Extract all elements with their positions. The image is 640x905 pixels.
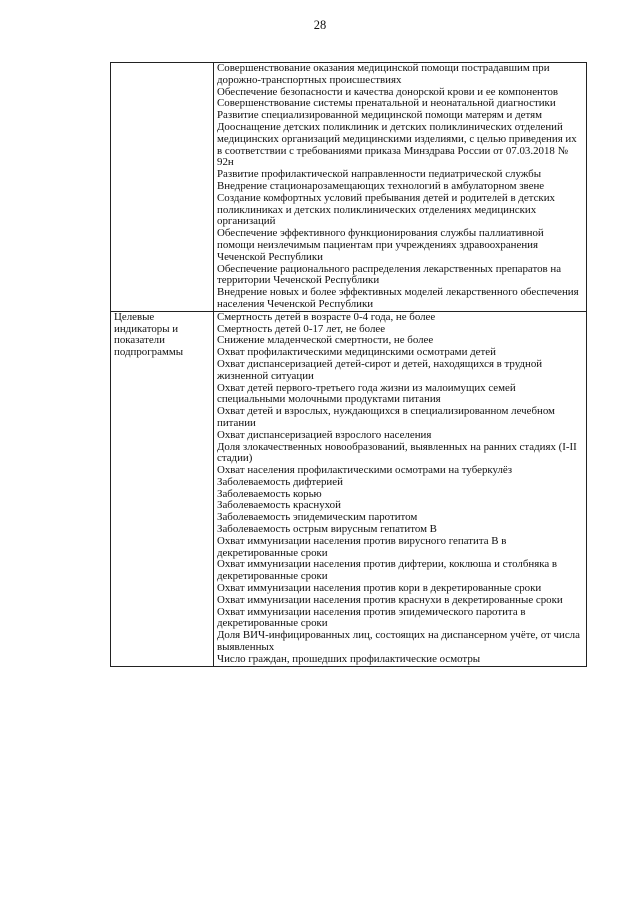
list-item: Заболеваемость краснухой: [217, 499, 341, 512]
list-item: Доля ВИЧ-инфицированных лиц, состоящих на диспансерном учёте, от числа выявленных: [217, 629, 580, 654]
list-item: Заболеваемость эпидемическим паротитом: [217, 511, 418, 524]
list-item: Создание комфортных условий пребывания детей и родителей в детских поликлиниках и детских поликлинических отделениях медицинских организаций: [217, 191, 555, 228]
list-item: Охват населения профилактическими осмотрами на туберкулёз: [217, 464, 513, 477]
list-item: Охват диспансеризацией детей-сирот и детей, находящихся в трудной жизненной ситуации: [217, 357, 543, 382]
list-item: Смертность детей 0-17 лет, не более: [217, 322, 386, 335]
list-item: Внедрение стационарозамещающих технологий в амбулаторном звене: [217, 179, 545, 192]
list-item: Обеспечение безопасности и качества донорской крови и ее компонентов: [217, 85, 559, 98]
list-item: Охват иммунизации населения против дифтерии, коклюша и столбняка в декретированные сроки: [217, 558, 558, 583]
list-item: Охват иммунизации населения против краснухи в декретированные сроки: [217, 593, 563, 606]
list-item: Обеспечение рационального распределения лекарственных препаратов на территории Чеченской Республики: [217, 262, 562, 287]
row-label-cell: [111, 63, 214, 312]
list-item: Развитие профилактической направленности педиатрической службы: [217, 168, 542, 181]
page-number: 28: [313, 18, 327, 32]
table-row: [111, 63, 587, 312]
list-item: Развитие специализированной медицинской помощи матерям и детям: [217, 109, 542, 122]
list-item: Охват иммунизации населения против кори в декретированные сроки: [217, 582, 542, 595]
subprogram-table: [110, 62, 587, 667]
table-row: [111, 311, 587, 666]
list-item: Совершенствование оказания медицинской помощи пострадавшим при дорожно-транспортных происшествиях: [217, 62, 550, 86]
row-items-cell: [214, 63, 587, 312]
list-item: Заболеваемость дифтерией: [217, 475, 343, 488]
list-item: Охват диспансеризацией взрослого населения: [217, 428, 432, 441]
list-item: Совершенствование системы пренатальной и неонатальной диагностики: [217, 97, 556, 110]
row-label-cell: Целевые индикаторы и показатели подпрограммы: [111, 311, 214, 666]
list-item: Заболеваемость корью: [217, 487, 322, 500]
row-items-cell: [214, 311, 587, 666]
list-item: Охват профилактическими медицинскими осмотрами детей: [217, 346, 496, 359]
list-item: Внедрение новых и более эффективных моделей лекарственного обеспечения населения Чеченской Республики: [217, 286, 579, 310]
list-item: Снижение младенческой смертности, не более: [217, 334, 434, 347]
list-item: Охват иммунизации населения против вирусного гепатита В в декретированные сроки: [217, 534, 507, 559]
list-item: Заболеваемость острым вирусным гепатитом В: [217, 523, 437, 536]
list-item: Доля злокачественных новообразований, выявленных на ранних стадиях (I-II стадии): [217, 440, 577, 465]
list-item: Охват детей первого-третьего года жизни из малоимущих семей специальными молочными продуктами питания: [217, 381, 516, 406]
list-item: Число граждан, прошедших профилактические осмотры: [217, 652, 481, 665]
list-item: Дооснащение детских поликлиник и детских поликлинических отделений медицинских организаций медицинскими изделиями, с целью приведения их в соответствии с требованиями приказа Минздрава России от 07.03.2018 № 92н: [217, 120, 577, 169]
list-item: Охват иммунизации населения против эпидемического паротита в декретированные сроки: [217, 605, 526, 630]
list-item: Обеспечение эффективного функционирования службы паллиативной помощи неизлечимым пациентам при учреждениях здравоохранения Чеченской Республики: [217, 227, 544, 263]
list-item: Охват детей и взрослых, нуждающихся в специализированном лечебном питании: [217, 405, 555, 429]
list-item: Смертность детей в возрасте 0-4 года, не более: [217, 310, 436, 323]
